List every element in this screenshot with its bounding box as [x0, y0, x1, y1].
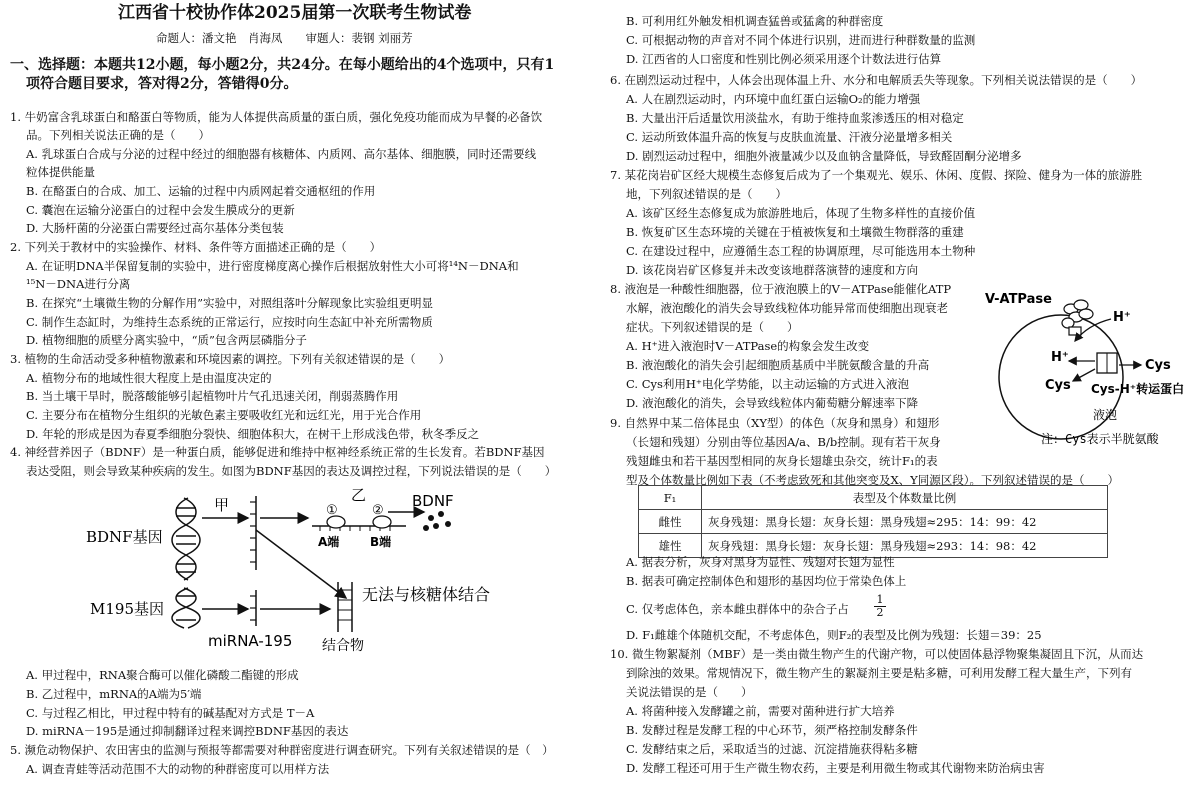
q4-option-a: A. 甲过程中，RNA聚合酶可以催化磷酸二酯键的形成 [26, 668, 299, 682]
q8-stem: 8. 液泡是一种酸性细胞器，位于液泡膜上的V－ATPase能催化ATP [610, 282, 952, 296]
table-header-cell: F₁ [639, 486, 702, 510]
m195-gene-label: M195基因 [90, 600, 164, 618]
q2-stem: 2. 下列关于教材中的实验操作、材料、条件等方面描述正确的是（ ） [10, 240, 382, 254]
q7-option-c: C. 在建设过程中，应遵循生态工程的协调原理，尽可能选用本土物种 [626, 244, 976, 258]
q4-option-d: D. miRNA－195是通过抑制翻译过程来调控BDNF基因的表达 [26, 724, 349, 738]
q5-option-a: A. 调查青蛙等活动范围不大的动物的种群密度可以用样方法 [26, 762, 330, 776]
q1-stem-cont: 品。下列相关说法正确的是（ ） [26, 128, 210, 142]
q10-stem: 10. 微生物絮凝剂（MBF）是一类由微生物产生的代谢产物，可以使固体悬浮物聚集凝固且下沉，从而达 [610, 647, 1144, 661]
cys-arrow-in [1073, 369, 1095, 381]
bdnf-gene-label: BDNF基因 [86, 528, 163, 546]
q9-option-d: D. F₁雌雄个体随机交配，不考虑体色，则F₂的表型及比例为残翅：长翅＝39：25 [626, 628, 1042, 642]
q5-stem: 5. 濒危动物保护、农田害虫的监测与预报等都需要对种群密度进行调查研究。下列有关叙述错误的是（ ） [10, 743, 554, 757]
q8-option-d: D. 液泡酸化的消失，会导致线粒体内葡萄糖分解速率下降 [626, 396, 919, 410]
table-row [639, 510, 1108, 534]
ribosome-2-marker: ② [372, 503, 384, 518]
b-end-label: B端 [370, 535, 392, 549]
complex-label: 结合物 [322, 638, 364, 654]
q6-option-c: C. 运动所致体温升高的恢复与皮肤血流量、汗液分泌量增多相关 [626, 130, 953, 144]
q1-option-a: A. 乳球蛋白合成与分泌的过程中经过的细胞器有核糖体、内质网、高尔基体、细胞膜，同时还需要线 [26, 147, 537, 161]
section-heading-2: 项符合题目要求，答对得2分，答错得0分。 [26, 76, 298, 92]
bdnf-dna-helix [172, 498, 200, 580]
q6-option-a: A. 人在剧烈运动时，内环境中血红蛋白运输O₂的能力增强 [626, 92, 921, 106]
cannot-bind-label: 无法与核糖体结合 [362, 585, 491, 604]
cys-note: 注：Cys表示半胱氨酸 [1041, 432, 1159, 446]
fraction [874, 594, 886, 619]
table-row [639, 534, 1108, 558]
q8-option-a: A. H⁺进入液泡时V－ATPase的构象会发生改变 [626, 339, 870, 353]
q8-option-c: C. Cys利用H⁺电化学势能，以主动运输的方式进入液泡 [626, 377, 909, 391]
bdnf-protein-dots [423, 511, 451, 531]
q9-stem-cont-3: 型及个体数量比例如下表（不考虑致死和其他突变及X、Y同源区段）。下列叙述错误的是（ ） [626, 473, 1120, 487]
q3-stem: 3. 植物的生命活动受多种植物激素和环境因素的调控。下列有关叙述错误的是（ ） [10, 352, 451, 366]
q10-option-c: C. 发酵结束之后，采取适当的过滤、沉淀措施获得粘多糖 [626, 742, 918, 756]
q1-option-c: C. 囊泡在运输分泌蛋白的过程中会发生膜成分的更新 [26, 203, 295, 217]
q5-option-b: B. 可利用红外触发相机调查猛兽或猛禽的种群密度 [626, 14, 884, 28]
q1-option-b: B. 在酪蛋白的合成、加工、运输的过程中内质网起着交通枢纽的作用 [26, 184, 376, 198]
q8-option-b: B. 液泡酸化的消失会引起细胞质基质中半胱氨酸含量的升高 [626, 358, 930, 372]
author-line: 命题人：潘文艳 肖海凤 审题人：裴钢 刘丽芳 [156, 31, 413, 45]
q10-stem-cont-2: 关说法错误的是（ ） [626, 685, 753, 699]
f1-phenotype-table [638, 485, 1108, 558]
table-cell: 灰身残翅：黑身长翅：灰身长翅：黑身残翅≈295：14：99：42 [702, 510, 1108, 534]
complex-rungs [338, 590, 352, 620]
q9-stem-cont-2: 残翅雌虫和若干基因型相同的灰身长翅雄虫杂交，统计F₁的表 [626, 454, 938, 468]
vacuole-label: 液泡 [1093, 408, 1118, 422]
process-jia-label: 甲 [214, 496, 230, 514]
q7-stem: 7. 某花岗岩矿区经大规模生态修复后成为了一个集观光、娱乐、休闲、度假、探险、健身为一体的旅游胜 [610, 168, 1143, 182]
page-title: 江西省十校协作体2025届第一次联考生物试卷 [118, 3, 472, 23]
q7-option-d: D. 该花岗岩矿区修复并未改变该地群落演替的速度和方向 [626, 263, 919, 277]
process-yi-label: 乙 [351, 486, 367, 504]
q1-option-a-cont: 粒体提供能量 [26, 165, 95, 179]
q4-stem: 4. 神经营养因子（BDNF）是一种蛋白质，能够促进和维持中枢神经系统正常的生长发育。若BDNF基因 [10, 445, 545, 459]
q3-option-a: A. 植物分布的地域性很大程度上是由温度决定的 [26, 371, 272, 385]
q3-option-c: C. 主要分布在植物分生组织的光敏色素主要吸收红光和远红光，用于光合作用 [26, 408, 422, 422]
mirna-195-label: miRNA-195 [208, 632, 293, 650]
q9-option-c: C. 仅考虑体色，亲本雌虫群体中的杂合子占 [626, 602, 849, 616]
h-ion-outside: H⁺ [1113, 310, 1131, 325]
q4-option-c: C. 与过程乙相比，甲过程中特有的碱基配对方式是 T－A [26, 706, 315, 720]
bdnf-regulation-figure [76, 486, 556, 661]
fraction-denominator: 2 [874, 606, 886, 619]
q10-option-b: B. 发酵过程是发酵工程的中心环节，须严格控制发酵条件 [626, 723, 918, 737]
q10-option-d: D. 发酵工程还可用于生产微生物农药，主要是利用微生物或其代谢物来防治病虫害 [626, 761, 1045, 775]
cys-inside-label: Cys [1045, 378, 1071, 393]
q2-option-c: C. 制作生态缸时，为维持生态系统的正常运行，应按时向生态缸中补充所需物质 [26, 315, 433, 329]
table-cell: 雌性 [639, 510, 702, 534]
q7-option-b: B. 恢复矿区生态环境的关键在于植被恢复和土壤微生物群落的重建 [626, 225, 964, 239]
q10-stem-cont-1: 到除浊的效果。常规情况下，微生物产生的絮凝剂主要是粘多糖，可利用发酵工程大量生产，下列有 [626, 666, 1132, 680]
q9-option-a: A. 据表分析，灰身对黑身为显性、残翅对长翅为显性 [626, 555, 895, 569]
fraction-numerator: 1 [876, 593, 884, 606]
section-heading-1: 一、选择题：本题共12小题，每小题2分，共24分。在每小题给出的4个选项中，只有1 [10, 57, 555, 73]
cys-outside-label: Cys [1145, 358, 1171, 373]
table-header-cell: 表型及个体数量比例 [702, 486, 1108, 510]
q2-option-b: B. 在探究“土壤微生物的分解作用”实验中，对照组落叶分解现象比实验组更明显 [26, 296, 434, 310]
q7-option-a: A. 该矿区经生态修复成为旅游胜地后，体现了生物多样性的直接价值 [626, 206, 976, 220]
q6-stem: 6. 在剧烈运动过程中，人体会出现体温上升、水分和电解质丢失等现象。下列相关说法错误的是（ ） [610, 73, 1143, 87]
q6-option-b: B. 大量出汗后适量饮用淡盐水，有助于维持血浆渗透压的相对稳定 [626, 111, 964, 125]
q6-option-d: D. 剧烈运动过程中，细胞外液量减少以及血钠含量降低，导致醛固酮分泌增多 [626, 149, 1022, 163]
h-ion-inside: H⁺ [1051, 350, 1069, 365]
q4-option-b: B. 乙过程中，mRNA的A端为5′端 [26, 687, 202, 701]
q5-option-d: D. 江西省的人口密度和性别比例必须采用逐个计数法进行估算 [626, 52, 942, 66]
q4-stem-cont: 表达受阻，则会导致某种疾病的发生。如图为BDNF基因的表达及调控过程，下列说法错误的是（ ） [26, 464, 557, 478]
q2-option-a: A. 在证明DNA半保留复制的实验中，进行密度梯度离心操作后根据放射性大小可将¹⁴N－DNA和 [26, 259, 519, 273]
q9-stem: 9. 自然界中某二倍体昆虫（XY型）的体色（灰身和黑身）和翅形 [610, 416, 940, 430]
q10-option-a: A. 将菌种接入发酵罐之前，需要对菌种进行扩大培养 [626, 704, 895, 718]
bdnf-protein-label: BDNF [412, 492, 454, 510]
q2-option-a-cont: ¹⁵N－DNA进行分离 [26, 277, 131, 291]
q7-stem-cont: 地，下列叙述错误的是（ ） [626, 187, 787, 201]
q8-stem-cont-1: 水解，液泡酸化的消失会导致线粒体功能异常而使细胞出现衰老 [626, 301, 948, 315]
q3-option-b: B. 当土壤干旱时，脱落酸能够引起植物叶片气孔迅速关闭，削弱蒸腾作用 [26, 389, 399, 403]
q9-option-b: B. 据表可确定控制体色和翅形的基因均位于常染色体上 [626, 574, 907, 588]
vatpase-label: V-ATPase [985, 292, 1052, 307]
q1-stem: 1. 牛奶富含乳球蛋白和酪蛋白等物质，能为人体提供高质量的蛋白质，强化免疫功能而成为早餐的必备饮 [10, 110, 543, 124]
vacuole-figure [983, 285, 1198, 450]
a-end-label: A端 [318, 535, 340, 549]
mrna-ticks [250, 502, 256, 562]
q8-stem-cont-2: 症状。下列叙述错误的是（ ） [626, 320, 799, 334]
table-cell: 灰身残翅：黑身长翅：灰身长翅：黑身残翅≈293：14：98：42 [702, 534, 1108, 558]
transporter-label: Cys-H⁺转运蛋白 [1091, 382, 1185, 396]
mirna-ticks [250, 596, 256, 620]
vatpase-complex [1062, 300, 1093, 335]
ribosome-1-marker: ① [326, 503, 338, 518]
q9-stem-cont-1: （长翅和残翅）分别由等位基因A/a、B/b控制。现有若干灰身 [626, 435, 941, 449]
m195-dna-helix [172, 588, 200, 628]
table-header-row [639, 486, 1108, 510]
q2-option-d: D. 植物细胞的质壁分离实验中，“质”包含两层磷脂分子 [26, 333, 307, 347]
q3-option-d: D. 年轮的形成是因为春夏季细胞分裂快、细胞体积大，在树干上形成浅色带，秋冬季反之 [26, 427, 480, 441]
table-cell: 雄性 [639, 534, 702, 558]
q1-option-d: D. 大肠杆菌的分泌蛋白需要经过高尔基体分类包装 [26, 221, 284, 235]
q5-option-c: C. 可根据动物的声音对不同个体进行识别，进而进行种群数量的监测 [626, 33, 976, 47]
